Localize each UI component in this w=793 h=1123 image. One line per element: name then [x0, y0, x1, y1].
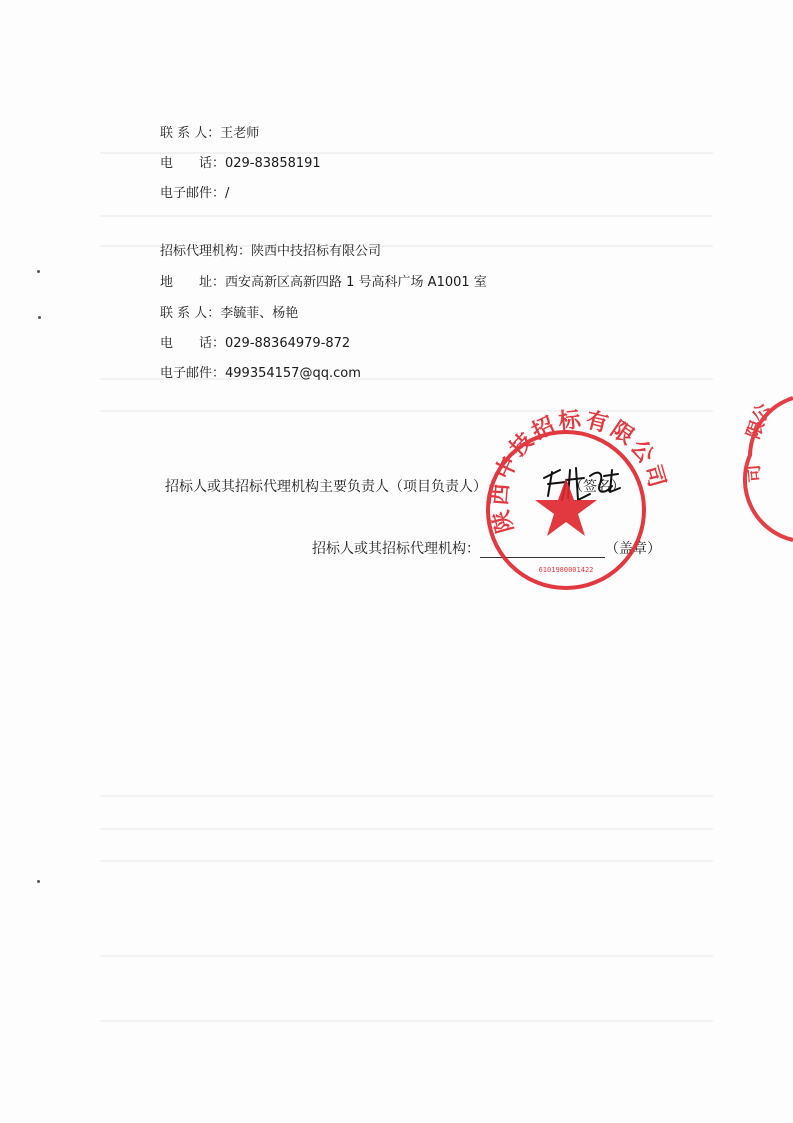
contact-person-label: 联 系 人： — [160, 126, 221, 141]
svg-text:司: 司 — [742, 463, 765, 484]
agency-contact-label: 联 系 人： — [160, 306, 221, 321]
agency-address-label: 地 址： — [160, 275, 226, 290]
agency-address-value: 西安高新区高新四路 1 号高科广场 A1001 室 — [225, 275, 487, 290]
head-signature-text: 招标人或其招标代理机构主要负责人（项目负责人） — [165, 479, 487, 495]
agency-email-label: 电子邮件： — [160, 366, 226, 381]
agency-name-value: 陕西中技招标有限公司 — [251, 244, 382, 259]
head-signature-suffix: （签名） — [569, 479, 625, 495]
contact-phone-value: 029-83858191 — [225, 156, 321, 171]
agency-email-value: 499354157@qq.com — [225, 366, 361, 381]
contact-email-value: / — [225, 186, 230, 201]
contact-person-value: 王老师 — [220, 126, 260, 141]
agency-name-label: 招标代理机构： — [160, 244, 252, 259]
agency-phone-value: 029-88364979-872 — [225, 336, 351, 351]
seal-text: 陕西中技招标有限公司 — [487, 407, 670, 536]
seal-number: 6101980001422 — [538, 566, 594, 574]
agency-contact-value: 李毓菲、杨艳 — [220, 306, 299, 321]
agency-seal-text: 招标人或其招标代理机构： — [312, 541, 480, 557]
agency-seal-suffix: （盖章） — [605, 541, 661, 557]
contact-phone-label: 电 话： — [160, 156, 226, 171]
contact-email-label: 电子邮件： — [160, 186, 226, 201]
svg-text:限公: 限公 — [742, 400, 776, 442]
agency-phone-label: 电 话： — [160, 336, 226, 351]
